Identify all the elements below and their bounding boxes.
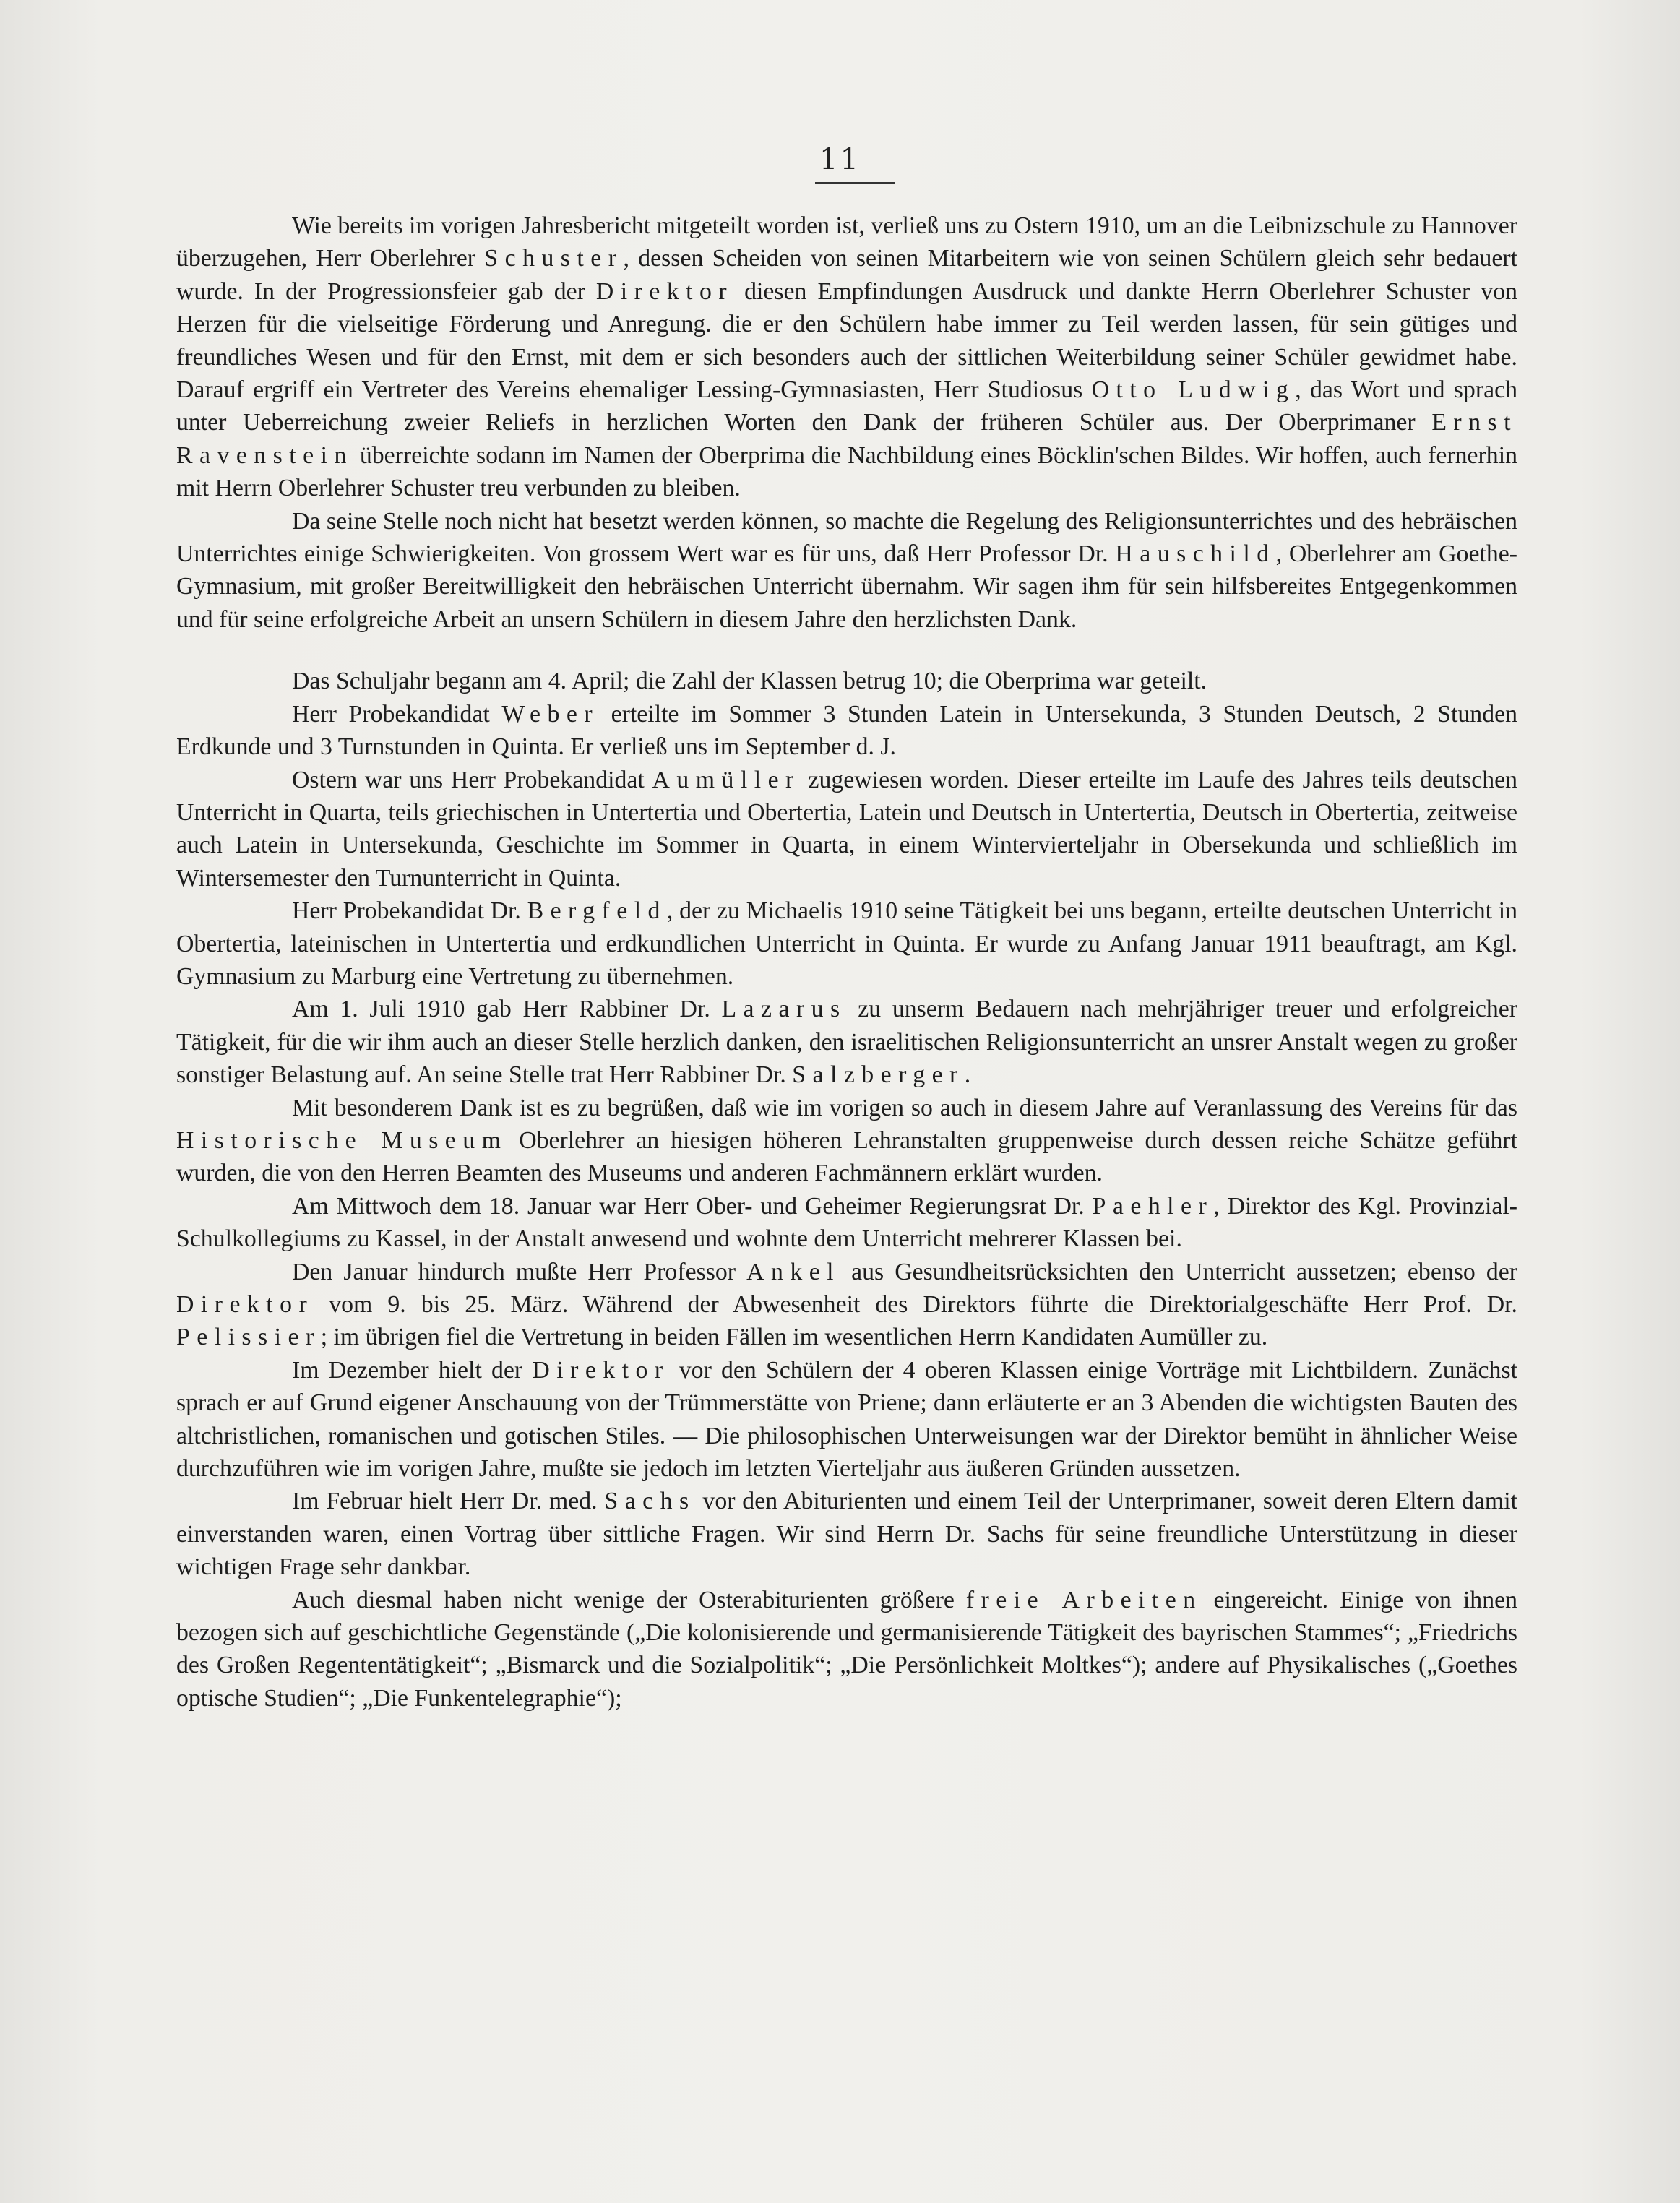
paragraph-text: Da seine Stelle noch nicht hat besetzt werden können, so machte die Regelung des Religionsunterrichtes und des hebräischen Unterrichtes einige Schwierigkeiten. Von grossem Wert war es für uns, daß Herr Professor Dr. — [176, 507, 1517, 568]
paragraph-text: vor den Schülern der 4 oberen Klassen einige Vorträge mit Lichtbildern. Zunächst sprach er auf Grund eigener Anschauung von der Trümmerstätte von Priene; dann erläuterte er an 3 Abenden die wichtigsten Bauten des altchristlichen, romanischen und gotischen Stiles. — Die philosophischen Unterweisungen war der Direktor bemüht in ähnlicher Weise durchzuführen wie im vorigen Jahre, mußte sie jedoch im letzten Vierteljahr aus äußeren Gründen aussetzen. — [176, 1356, 1517, 1483]
paragraph — [176, 1584, 1517, 1715]
spaced-name: Direktor — [595, 277, 734, 305]
paragraph-text: vor den Abiturienten und einem Teil der Unterprimaner, soweit deren Eltern damit einverstanden waren, einen Vortrag über sittliche Fragen. Wir sind Herrn Dr. Sachs für seine freundliche Unterstützung in dieser wichtigen Frage sehr dankbar. — [176, 1488, 1517, 1581]
paragraph — [176, 665, 1517, 697]
spaced-name: Direktor — [176, 1291, 314, 1318]
spaced-name: Pelissier — [176, 1324, 321, 1351]
page-number: 11 — [819, 143, 861, 176]
paragraph — [176, 1354, 1517, 1486]
spaced-name: Paehler — [1092, 1192, 1214, 1220]
spaced-name: Aumüller — [652, 766, 801, 793]
paragraph — [176, 1190, 1517, 1256]
paragraph-text: ; im übrigen fiel die Vertretung in beiden Fällen im wesentlichen Herrn Kandidaten Aumüller zu. — [320, 1324, 1268, 1351]
spaced-name: Weber — [501, 700, 600, 728]
paragraph — [176, 210, 1517, 505]
paragraph-text: erteilte im Sommer 3 Stunden Latein in Untersekunda, 3 Stunden Deutsch, 2 Stunden Erdkunde und 3 Turnstunden in Quinta. Er verließ uns im September d. J. — [176, 700, 1517, 761]
paragraph-text: . — [964, 1061, 971, 1089]
spaced-name: Ernst Ravenstein — [176, 409, 1517, 469]
spaced-name: Otto Ludwig — [1091, 376, 1296, 404]
paragraph-text: Im Februar hielt Herr Dr. med. — [292, 1488, 605, 1515]
spaced-name: Direktor — [532, 1356, 670, 1384]
spaced-name: Lazarus — [721, 996, 847, 1023]
spaced-name: Ankel — [746, 1258, 841, 1285]
paragraph-text: zugewiesen worden. Dieser erteilte im Laufe des Jahres teils deutschen Unterricht in Quarta, teils griechischen in Untertertia und Obertertia, Latein und Deutsch in Untertertia, Deutsch in Obertertia, zeitweise auch Latein in Untersekunda, Geschichte im Sommer in Quarta, in einem Wintervierteljahr in Obersekunda und schließlich im Wintersemester den Turnunterricht in Quinta. — [176, 766, 1517, 892]
paragraph-text: aus Gesundheitsrücksichten den Unterricht aussetzen; ebenso der — [840, 1258, 1517, 1285]
spaced-name: Historische Museum — [176, 1126, 508, 1154]
paragraph-text: Mit besonderem Dank ist es zu begrüßen, daß wie im vorigen so auch in diesem Jahre auf Veranlassung des Vereins für das — [292, 1094, 1517, 1121]
paragraph-text: Herr Probekandidat — [292, 700, 502, 728]
spaced-name: Salzberger — [792, 1061, 965, 1089]
spaced-name: freie Arbeiten — [965, 1586, 1202, 1613]
paragraph — [176, 993, 1517, 1091]
paragraph-text: Oberlehrer an hiesigen höheren Lehranstalten gruppenweise durch dessen reiche Schätze geführt wurden, die von den Herren Beamten des Museums und anderen Fachmännern erklärt wurden. — [176, 1126, 1517, 1187]
paragraph-text: , der zu Michaelis 1910 seine Tätigkeit bei uns begann, erteilte deutschen Unterricht in Obertertia, lateinischen in Untertertia und erdkundlichen Unterricht in Quinta. Er wurde zu Anfang Januar 1911 beauftragt, am Kgl. Gymnasium zu Marburg eine Vertretung zu übernehmen. — [176, 897, 1518, 990]
spaced-name: Sachs — [604, 1488, 696, 1515]
paragraph-text: Ostern war uns Herr Probekandidat — [292, 766, 652, 793]
paragraph — [176, 505, 1517, 637]
paragraph-text: Am 1. Juli 1910 gab Herr Rabbiner Dr. — [292, 996, 722, 1023]
paragraph-text: vom 9. bis 25. März. Während der Abwesenheit des Direktors führte die Direktorialgeschäfte Herr Prof. Dr. — [314, 1291, 1517, 1318]
paragraph-text: , Oberlehrer am Goethe-Gymnasium, mit großer Bereitwilligkeit den hebräischen Unterricht übernahm. Wir sagen ihm für sein hilfsbereites Entgegenkommen und für seine erfolgreiche Arbeit an unsern Schülern in diesem Jahre den herzlichsten Dank. — [176, 540, 1517, 633]
text-body — [176, 210, 1517, 1715]
spaced-name: Hauschild — [1115, 540, 1276, 568]
paragraph — [176, 1092, 1517, 1190]
paragraph — [176, 1256, 1517, 1354]
paragraph — [176, 894, 1517, 993]
paragraph — [176, 698, 1517, 764]
paragraph-text: Auch diesmal haben nicht wenige der Osterabiturienten größere — [292, 1586, 966, 1613]
paragraph-text: , dessen Scheiden von seinen Mitarbeitern wie von seinen Schülern gleich sehr bedauert wurde. In der Progressionsfeier gab der — [176, 245, 1517, 305]
paragraph-text: Wie bereits im vorigen Jahresbericht mitgeteilt worden ist, verließ uns zu Ostern 1910, um an die Leibnizschule zu Hannover überzugehen, Herr Oberlehrer — [176, 212, 1517, 272]
paragraph-text: diesen Empfindungen Ausdruck und dankte Herrn Oberlehrer Schuster von Herzen für die vielseitige Förderung und Anregung. die er den Schülern habe immer zu Teil werden lassen, für sein gütiges und freundliches Wesen und für den Ernst, mit dem er sich besonders auch der sittlichen Weiterbildung seiner Schüler gewidmet habe. Darauf ergriff ein Vertreter des Vereins ehemaliger Lessing-Gymnasiasten, Herr Studiosus — [176, 277, 1517, 404]
paragraph-text: Herr Probekandidat Dr. — [292, 897, 527, 925]
paragraph-text: zu unserm Bedauern nach mehrjähriger treuer und erfolgreicher Tätigkeit, für die wir ihm auch an dieser Stelle herzlich danken, den israelitischen Religionsunterricht an unsrer Anstalt wegen zu großer sonstiger Belastung auf. An seine Stelle trat Herr Rabbiner Dr. — [176, 996, 1517, 1089]
paragraph — [176, 764, 1517, 895]
paragraph-text: , Direktor des Kgl. Provinzial-Schulkollegiums zu Kassel, in der Anstalt anwesend und wohnte dem Unterricht mehrerer Klassen bei. — [176, 1192, 1517, 1253]
page-number-rule — [815, 182, 895, 184]
paragraph-text: Den Januar hindurch mußte Herr Professor — [292, 1258, 747, 1285]
paragraph — [176, 1485, 1517, 1583]
spaced-name: Schuster — [484, 245, 624, 272]
paragraph-text: , das Wort und sprach unter Ueberreichung zweier Reliefs in herzlichen Worten den Dank der früheren Schüler aus. Der Oberprimaner — [176, 376, 1517, 436]
paragraph-text: überreichte sodann im Namen der Oberprima die Nachbildung eines Böcklin'schen Bildes. Wir hoffen, auch fernerhin mit Herrn Oberlehrer Schuster treu verbunden zu bleiben. — [176, 441, 1517, 502]
paragraph-text: Das Schuljahr begann am 4. April; die Zahl der Klassen betrug 10; die Oberprima war geteilt. — [292, 668, 1207, 695]
paragraph-text: Am Mittwoch dem 18. Januar war Herr Ober- und Geheimer Regierungsrat Dr. — [292, 1192, 1093, 1220]
paragraph-text: Im Dezember hielt der — [292, 1356, 533, 1384]
spaced-name: Bergfeld — [527, 897, 667, 925]
paragraph-text: eingereicht. Einige von ihnen bezogen sich auf geschichtliche Gegenstände („Die kolonisierende und germanisierende Tätigkeit des bayrischen Stammes“; „Friedrichs des Großen Regententätigkeit“; „Bismarck und die Sozialpolitik“; „Die Persönlichkeit Moltkes“); andere auf Physikalisches („Goethes optische Studien“; „Die Funkentelegraphie“); — [176, 1586, 1517, 1712]
